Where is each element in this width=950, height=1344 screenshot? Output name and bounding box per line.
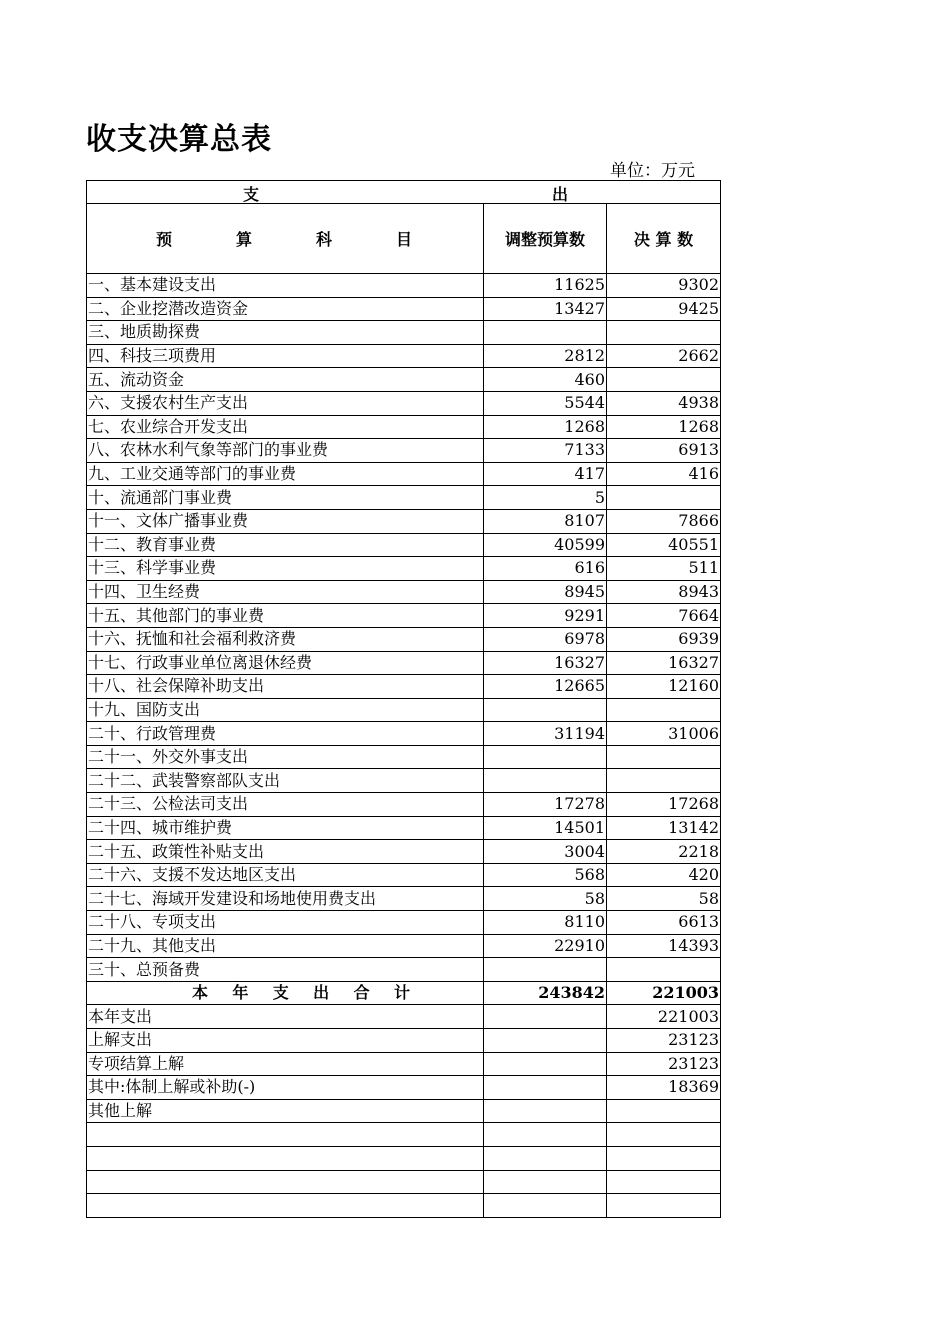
adjusted-budget-cell <box>484 1029 607 1053</box>
adjusted-budget-cell <box>484 769 607 793</box>
table-row <box>87 462 721 486</box>
table-row <box>87 840 721 864</box>
table-row <box>87 816 721 840</box>
final-accounts-cell: 6939 <box>607 627 721 651</box>
table-row <box>87 745 721 769</box>
sub-row <box>87 1052 721 1076</box>
final-accounts-cell: 13142 <box>607 816 721 840</box>
final-accounts-cell: 7664 <box>607 604 721 628</box>
subject-cell: 二十六、支援不发达地区支出 <box>87 863 484 887</box>
final-accounts-cell <box>607 1170 721 1194</box>
table-row <box>87 793 721 817</box>
adjusted-budget-cell: 7133 <box>484 439 607 463</box>
budget-final-accounts-table <box>86 180 721 1218</box>
header-subject-char: 算 <box>235 230 252 249</box>
adjusted-budget-cell: 8110 <box>484 911 607 935</box>
total-row <box>87 981 721 1005</box>
subject-cell: 二、企业挖潜改造资金 <box>87 297 484 321</box>
subject-cell: 本年支出 <box>87 1005 484 1029</box>
adjusted-budget-cell: 5544 <box>484 391 607 415</box>
subject-cell: 二十九、其他支出 <box>87 934 484 958</box>
adjusted-budget-cell: 11625 <box>484 274 607 298</box>
table-row <box>87 533 721 557</box>
subject-cell: 十八、社会保障补助支出 <box>87 675 484 699</box>
subject-cell: 二十五、政策性补贴支出 <box>87 840 484 864</box>
subject-cell: 三、地质勘探费 <box>87 321 484 345</box>
header-subject <box>87 204 484 274</box>
total-label-char: 计 <box>393 983 410 1003</box>
subject-cell: 其他上解 <box>87 1099 484 1123</box>
subject-cell <box>87 1123 484 1147</box>
table-row <box>87 368 721 392</box>
subject-cell <box>87 981 484 1005</box>
page-title: 收支决算总表 <box>86 122 272 157</box>
adjusted-budget-cell <box>484 1194 607 1218</box>
final-accounts-cell: 4938 <box>607 391 721 415</box>
subject-cell: 十五、其他部门的事业费 <box>87 604 484 628</box>
table-row <box>87 604 721 628</box>
subject-cell: 十三、科学事业费 <box>87 557 484 581</box>
table-row <box>87 934 721 958</box>
subject-cell: 十、流通部门事业费 <box>87 486 484 510</box>
subject-cell: 二十七、海域开发建设和场地使用费支出 <box>87 887 484 911</box>
subject-cell <box>87 1146 484 1170</box>
subject-cell: 二十三、公检法司支出 <box>87 793 484 817</box>
subject-cell: 一、基本建设支出 <box>87 274 484 298</box>
total-label-char: 支 <box>272 983 289 1003</box>
adjusted-budget-cell <box>484 745 607 769</box>
final-accounts-cell: 1268 <box>607 415 721 439</box>
final-accounts-cell <box>607 1194 721 1218</box>
subject-cell: 四、科技三项费用 <box>87 344 484 368</box>
adjusted-budget-cell: 1268 <box>484 415 607 439</box>
table-row <box>87 297 721 321</box>
adjusted-budget-cell <box>484 1052 607 1076</box>
adjusted-budget-cell: 243842 <box>484 981 607 1005</box>
subject-cell: 八、农林水利气象等部门的事业费 <box>87 439 484 463</box>
total-label-char: 本 <box>192 983 209 1003</box>
total-label-char: 出 <box>313 983 330 1003</box>
table-row <box>87 651 721 675</box>
header-subject-char: 科 <box>315 230 332 249</box>
subject-cell: 十四、卫生经费 <box>87 580 484 604</box>
subject-cell: 其中:体制上解或补助(-) <box>87 1076 484 1100</box>
total-label-char: 年 <box>232 983 249 1003</box>
table-row <box>87 769 721 793</box>
adjusted-budget-cell: 8945 <box>484 580 607 604</box>
header-adjusted: 调整预算数 <box>484 204 607 274</box>
adjusted-budget-cell: 6978 <box>484 627 607 651</box>
total-label-char: 合 <box>353 983 370 1003</box>
final-accounts-cell: 420 <box>607 863 721 887</box>
final-accounts-cell: 17268 <box>607 793 721 817</box>
subject-cell: 十九、国防支出 <box>87 698 484 722</box>
adjusted-budget-cell: 13427 <box>484 297 607 321</box>
table-row <box>87 698 721 722</box>
adjusted-budget-cell <box>484 1146 607 1170</box>
adjusted-budget-cell: 31194 <box>484 722 607 746</box>
final-accounts-cell: 8943 <box>607 580 721 604</box>
sub-row <box>87 1099 721 1123</box>
adjusted-budget-cell: 40599 <box>484 533 607 557</box>
final-accounts-cell <box>607 486 721 510</box>
adjusted-budget-cell: 3004 <box>484 840 607 864</box>
final-accounts-cell: 221003 <box>607 981 721 1005</box>
adjusted-budget-cell: 460 <box>484 368 607 392</box>
subject-cell: 二十四、城市维护费 <box>87 816 484 840</box>
subject-cell: 二十八、专项支出 <box>87 911 484 935</box>
adjusted-budget-cell: 17278 <box>484 793 607 817</box>
final-accounts-cell: 9302 <box>607 274 721 298</box>
blank-row <box>87 1146 721 1170</box>
subject-cell: 二十、行政管理费 <box>87 722 484 746</box>
header-columns-row <box>87 204 721 274</box>
subject-cell: 九、工业交通等部门的事业费 <box>87 462 484 486</box>
final-accounts-cell: 2218 <box>607 840 721 864</box>
adjusted-budget-cell <box>484 321 607 345</box>
subject-cell: 六、支援农村生产支出 <box>87 391 484 415</box>
final-accounts-cell: 2662 <box>607 344 721 368</box>
adjusted-budget-cell: 8107 <box>484 509 607 533</box>
subject-cell: 十七、行政事业单位离退休经费 <box>87 651 484 675</box>
final-accounts-cell <box>607 745 721 769</box>
header-group-row <box>87 181 721 204</box>
final-accounts-cell <box>607 368 721 392</box>
final-accounts-cell <box>607 1146 721 1170</box>
adjusted-budget-cell <box>484 1005 607 1029</box>
adjusted-budget-cell: 568 <box>484 863 607 887</box>
final-accounts-cell <box>607 698 721 722</box>
final-accounts-cell: 14393 <box>607 934 721 958</box>
final-accounts-cell: 7866 <box>607 509 721 533</box>
table-row <box>87 863 721 887</box>
subject-cell: 二十二、武装警察部队支出 <box>87 769 484 793</box>
table-row <box>87 509 721 533</box>
adjusted-budget-cell: 9291 <box>484 604 607 628</box>
final-accounts-cell <box>607 958 721 982</box>
table-row <box>87 391 721 415</box>
final-accounts-cell: 9425 <box>607 297 721 321</box>
adjusted-budget-cell <box>484 1170 607 1194</box>
adjusted-budget-cell: 417 <box>484 462 607 486</box>
table-row <box>87 321 721 345</box>
final-accounts-cell: 23123 <box>607 1052 721 1076</box>
table-row <box>87 675 721 699</box>
sub-row <box>87 1029 721 1053</box>
subject-cell: 三十、总预备费 <box>87 958 484 982</box>
adjusted-budget-cell <box>484 698 607 722</box>
header-subject-spread <box>88 227 482 250</box>
adjusted-budget-cell <box>484 1123 607 1147</box>
subject-cell: 十二、教育事业费 <box>87 533 484 557</box>
final-accounts-cell: 16327 <box>607 651 721 675</box>
subject-cell: 十六、抚恤和社会福利救济费 <box>87 627 484 651</box>
adjusted-budget-cell: 58 <box>484 887 607 911</box>
sub-row <box>87 1076 721 1100</box>
final-accounts-cell: 6913 <box>607 439 721 463</box>
blank-row <box>87 1194 721 1218</box>
sub-row <box>87 1005 721 1029</box>
blank-row <box>87 1123 721 1147</box>
final-accounts-cell: 416 <box>607 462 721 486</box>
final-accounts-cell: 58 <box>607 887 721 911</box>
table-row <box>87 486 721 510</box>
final-accounts-cell: 221003 <box>607 1005 721 1029</box>
adjusted-budget-cell <box>484 958 607 982</box>
adjusted-budget-cell: 616 <box>484 557 607 581</box>
adjusted-budget-cell: 12665 <box>484 675 607 699</box>
header-subject-char: 预 <box>156 230 173 249</box>
table-row <box>87 887 721 911</box>
blank-row <box>87 1170 721 1194</box>
final-accounts-cell <box>607 1099 721 1123</box>
subject-cell: 十一、文体广播事业费 <box>87 509 484 533</box>
table-row <box>87 958 721 982</box>
final-accounts-cell: 31006 <box>607 722 721 746</box>
adjusted-budget-cell: 22910 <box>484 934 607 958</box>
table-row <box>87 911 721 935</box>
final-accounts-cell: 23123 <box>607 1029 721 1053</box>
table-row <box>87 274 721 298</box>
header-group-right: 出 <box>552 185 569 204</box>
final-accounts-cell: 18369 <box>607 1076 721 1100</box>
table-row <box>87 580 721 604</box>
adjusted-budget-cell <box>484 1076 607 1100</box>
header-final: 决 算 数 <box>607 204 721 274</box>
subject-cell <box>87 1170 484 1194</box>
final-accounts-cell: 12160 <box>607 675 721 699</box>
table-row <box>87 557 721 581</box>
subject-cell: 五、流动资金 <box>87 368 484 392</box>
final-accounts-cell: 40551 <box>607 533 721 557</box>
adjusted-budget-cell: 2812 <box>484 344 607 368</box>
table-row <box>87 344 721 368</box>
header-subject-char: 目 <box>395 230 412 249</box>
final-accounts-cell <box>607 321 721 345</box>
subject-cell: 二十一、外交外事支出 <box>87 745 484 769</box>
final-accounts-cell: 6613 <box>607 911 721 935</box>
header-group-left: 支 <box>243 185 260 204</box>
subject-cell <box>87 1194 484 1218</box>
adjusted-budget-cell: 14501 <box>484 816 607 840</box>
table-row <box>87 722 721 746</box>
header-group-cell <box>87 181 721 204</box>
subject-cell: 上解支出 <box>87 1029 484 1053</box>
final-accounts-cell <box>607 1123 721 1147</box>
table-row <box>87 415 721 439</box>
adjusted-budget-cell <box>484 1099 607 1123</box>
table-row <box>87 627 721 651</box>
adjusted-budget-cell: 5 <box>484 486 607 510</box>
unit-label: 单位：万元 <box>610 161 695 181</box>
final-accounts-cell: 511 <box>607 557 721 581</box>
subject-cell: 七、农业综合开发支出 <box>87 415 484 439</box>
adjusted-budget-cell: 16327 <box>484 651 607 675</box>
final-accounts-cell <box>607 769 721 793</box>
subject-cell: 专项结算上解 <box>87 1052 484 1076</box>
table-row <box>87 439 721 463</box>
